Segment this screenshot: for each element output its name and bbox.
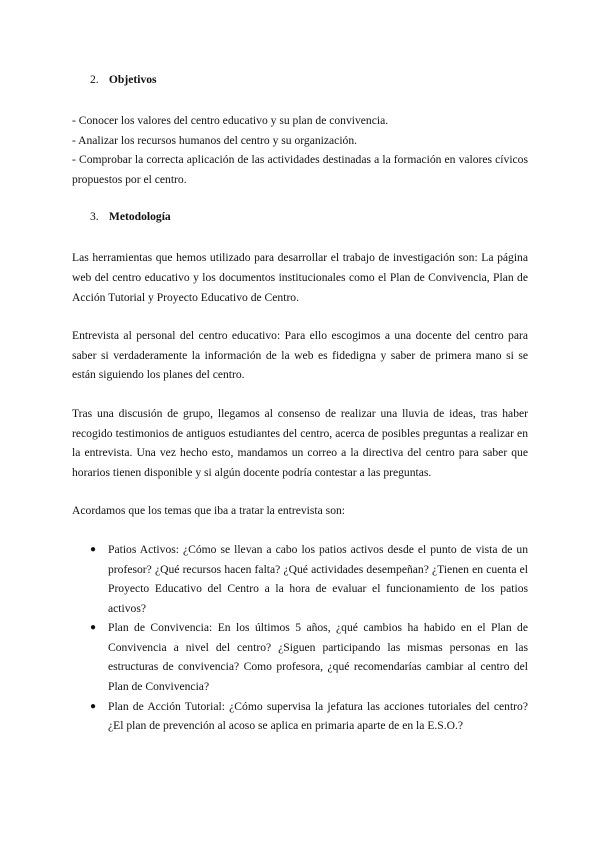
section-heading-metodologia: [90, 207, 528, 226]
bullet-icon: ●: [90, 700, 97, 712]
document-page: [72, 60, 528, 736]
section-title: Metodología: [108, 210, 171, 224]
bullet-icon: ●: [90, 622, 97, 634]
objective-item: - Analizar los recursos humanos del centro y su organización.: [72, 133, 358, 147]
list-item-text: Plan de Convivencia: En los últimos 5 años, ¿qué cambios ha habido en el Plan de Convivencia a nivel del centro? ¿Siguen participando las mismas personas en las estructuras de convivencia? Como profesora, ¿qué recomendarías cambiar al centro del Plan de Convivencia?: [108, 621, 528, 694]
interview-topics-list: [72, 540, 528, 736]
objective-item: - Comprobar la correcta aplicación de las actividades destinadas a la formación en valores cívicos propuestos por el centro.: [72, 153, 528, 186]
paragraph: Tras una discusión de grupo, llegamos al consenso de realizar una lluvia de ideas, tras haber recogido testimonios de antiguos estudiantes del centro, acerca de posibles preguntas a realizar en la entrevista. Una vez hecho esto, mandamos un correo a la directiva del centro para saber que horarios tienen disponible y si algún docente podría contestar a las preguntas.: [72, 406, 528, 479]
list-item-text: Patios Activos: ¿Cómo se llevan a cabo los patios activos desde el punto de vista de un profesor? ¿Qué recursos hacen falta? ¿Qué actividades desempeñan? ¿Tienen en cuenta el Proyecto Educativo del Centro a la hora de evaluar el funcionamiento de los patios activos?: [108, 542, 528, 615]
list-item: [90, 618, 528, 696]
section-number: 3.: [90, 210, 99, 224]
objectives-list: [72, 111, 528, 189]
section-title: Objetivos: [108, 73, 157, 86]
list-item: [90, 697, 528, 736]
section-number: 2.: [90, 73, 99, 86]
section-heading-objetivos: [90, 70, 528, 89]
paragraph: Acordamos que los temas que iba a tratar la entrevista son:: [72, 504, 346, 518]
list-item: [90, 540, 528, 618]
bullet-icon: ●: [90, 543, 97, 555]
paragraph: Entrevista al personal del centro educativo: Para ello escogimos a una docente del centro para saber si verdaderamente la información de la web es fidedigna y saber de primera mano si se están siguiendo los planes del centro.: [72, 329, 528, 382]
paragraph: Las herramientas que hemos utilizado para desarrollar el trabajo de investigación son: La página web del centro educativo y los documentos institucionales como el Plan de Convivencia, Plan de Acción Tutorial y Proyecto Educativo de Centro.: [72, 251, 528, 304]
objective-item: - Conocer los valores del centro educativo y su plan de convivencia.: [72, 114, 389, 127]
list-item-text: Plan de Acción Tutorial: ¿Cómo supervisa la jefatura las acciones tutoriales del centro? ¿El plan de prevención al acoso se aplica en primaria aparte de en la E.S.O.?: [108, 699, 528, 733]
